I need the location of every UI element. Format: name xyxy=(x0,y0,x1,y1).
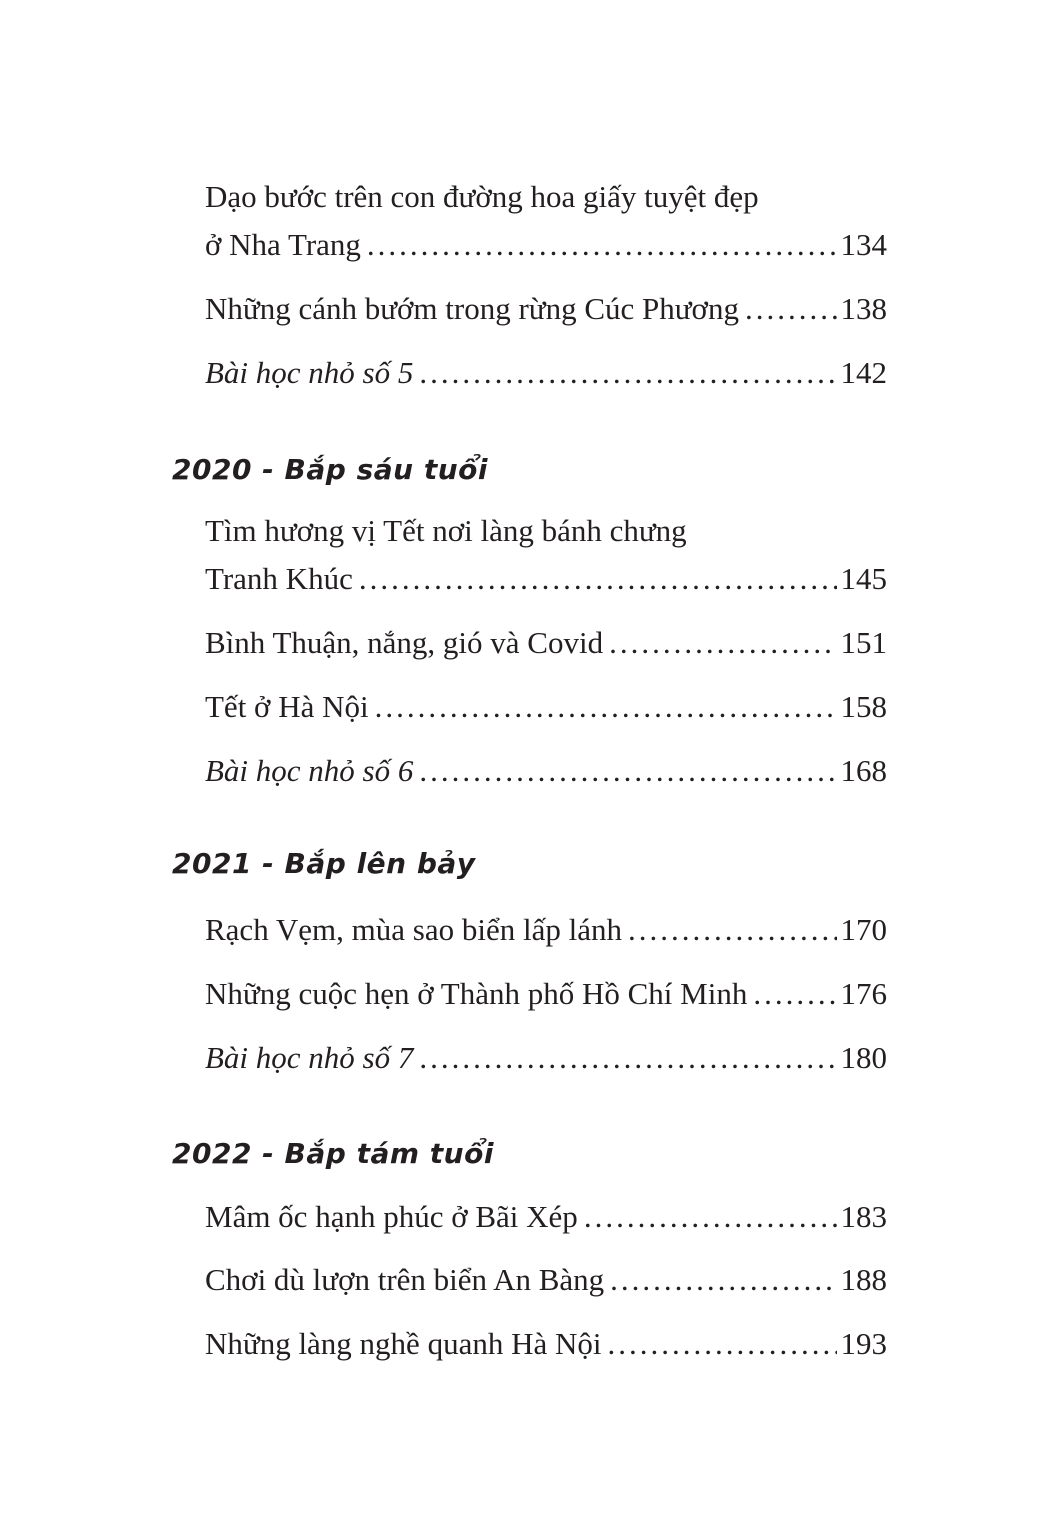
dot-leader xyxy=(359,555,837,603)
toc-entry-title: Tranh Khúc xyxy=(205,561,353,596)
dot-leader xyxy=(610,1256,836,1304)
toc-entry-lesson xyxy=(205,747,887,795)
toc-entry-title: Những cuộc hẹn ở Thành phố Hồ Chí Minh xyxy=(205,976,748,1011)
dot-leader xyxy=(607,1320,836,1368)
dot-leader xyxy=(609,619,836,667)
dot-leader xyxy=(419,349,836,397)
toc-entry xyxy=(205,507,887,603)
toc-entry-title: Những làng nghề quanh Hà Nội xyxy=(205,1326,602,1361)
toc-entry-page-number: 134 xyxy=(840,227,887,262)
toc-entry xyxy=(205,173,887,269)
toc-entry-page-number: 193 xyxy=(840,1326,887,1361)
toc-entry-page-number: 145 xyxy=(840,561,887,596)
toc-entry-lesson xyxy=(205,349,887,397)
dot-leader xyxy=(584,1193,837,1241)
toc-entry xyxy=(205,970,887,1018)
section-heading-2022: 2022 - Bắp tám tuổi xyxy=(172,1137,494,1170)
toc-entry-page-number: 151 xyxy=(840,625,887,660)
toc-entry-page-number: 158 xyxy=(840,689,887,724)
section-heading-2021: 2021 - Bắp lên bảy xyxy=(172,847,476,880)
toc-entry xyxy=(205,906,887,954)
dot-leader xyxy=(419,747,836,795)
toc-entry-title: Chơi dù lượn trên biển An Bàng xyxy=(205,1262,605,1297)
toc-entry-page-number: 183 xyxy=(840,1199,887,1234)
section-heading-2020: 2020 - Bắp sáu tuổi xyxy=(172,453,488,486)
toc-entry-page-number: 138 xyxy=(840,291,887,326)
dot-leader xyxy=(628,906,837,954)
toc-entry-page-number: 188 xyxy=(840,1262,887,1297)
toc-entry-title: Bài học nhỏ số 7 xyxy=(205,1040,414,1075)
dot-leader xyxy=(753,970,836,1018)
dot-leader xyxy=(745,285,837,333)
toc-entry-page-number: 142 xyxy=(840,355,887,390)
toc-entry-page-number: 170 xyxy=(840,912,887,947)
toc-entry-title-line1: Tìm hương vị Tết nơi làng bánh chưng xyxy=(205,513,687,548)
toc-entry xyxy=(205,1256,887,1304)
toc-entry-lesson xyxy=(205,1034,887,1082)
toc-entry-title: Bình Thuận, nắng, gió và Covid xyxy=(205,625,604,660)
toc-entry-title-line1: Dạo bước trên con đường hoa giấy tuyệt đẹp xyxy=(205,179,759,214)
toc-entry xyxy=(205,285,887,333)
toc-entry-title: Tết ở Hà Nội xyxy=(205,689,369,724)
dot-leader xyxy=(419,1034,836,1082)
dot-leader xyxy=(375,683,837,731)
toc-entry xyxy=(205,1320,887,1368)
toc-entry-title: Những cánh bướm trong rừng Cúc Phương xyxy=(205,291,739,326)
toc-entry-title: Bài học nhỏ số 5 xyxy=(205,355,414,390)
toc-entry-title: ở Nha Trang xyxy=(205,227,361,262)
toc-entry-page-number: 176 xyxy=(840,976,887,1011)
toc-entry xyxy=(205,619,887,667)
toc-entry xyxy=(205,683,887,731)
dot-leader xyxy=(367,221,837,269)
toc-entry-title: Mâm ốc hạnh phúc ở Bãi Xép xyxy=(205,1199,578,1234)
toc-entry-page-number: 180 xyxy=(840,1040,887,1075)
toc-entry xyxy=(205,1193,887,1241)
toc-entry-title: Rạch Vẹm, mùa sao biển lấp lánh xyxy=(205,912,622,947)
toc-entry-title: Bài học nhỏ số 6 xyxy=(205,753,414,788)
toc-entry-page-number: 168 xyxy=(840,753,887,788)
